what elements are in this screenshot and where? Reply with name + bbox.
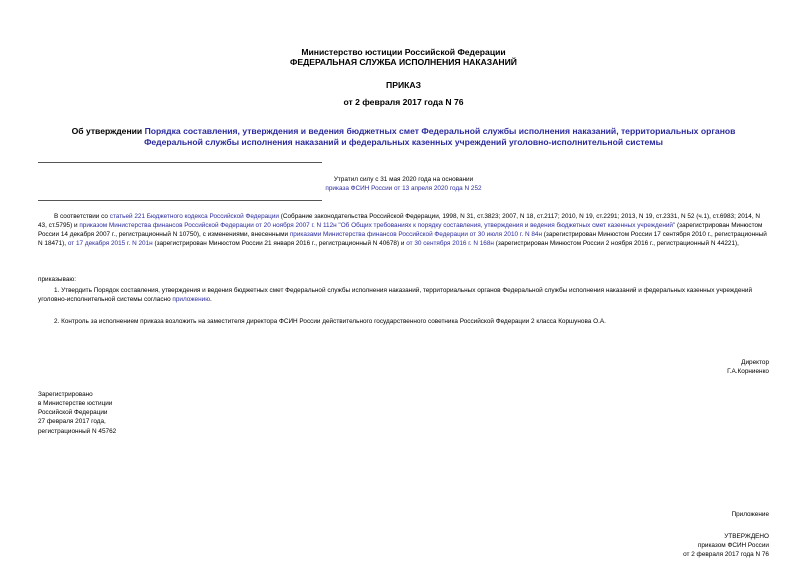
appendix-link[interactable]: приложению: [172, 296, 210, 303]
order-word: приказываю:: [38, 276, 76, 283]
ministry-name: Министерство юстиции Российской Федерации: [301, 47, 506, 57]
preamble-text-4: (зарегистрирован Минюстом России 17 сентября 2010 г., регистрационный N 18471),: [38, 231, 767, 247]
appendix-approved: УТВЕРЖДЕНО: [724, 533, 769, 540]
status-link[interactable]: приказа ФСИН России от 13 апреля 2020 года N 252: [325, 185, 482, 192]
signature-position: Директор: [741, 359, 769, 366]
registration-line-2: в Министерстве юстиции: [38, 400, 113, 407]
budget-code-link[interactable]: статьей 221 Бюджетного кодекса Российской Федерации: [109, 213, 279, 220]
minfin-order-link[interactable]: приказом Министерства финансов Российской Федерации от 20 ноября 2007 г. N 112н "Об Общих требованиях к порядку составления, утверждения и ведения бюджетных смет казенных учреждений": [79, 222, 676, 229]
preamble-paragraph: [38, 212, 769, 248]
separator-top: [38, 162, 322, 163]
title-prefix: Об утверждении: [71, 126, 145, 136]
document-title-line2: [0, 137, 807, 147]
item-2: 2. Контроль за исполнением приказа возложить на заместителя директора ФСИН России действительного государственного советника Российской Федерации 2 класса Коршунова О.А.: [54, 318, 606, 325]
order-168n-link[interactable]: от 30 сентября 2016 г. N 168н: [406, 240, 494, 247]
preamble-text-5: (зарегистрирован Минюстом России 21 января 2016 г., регистрационный N 40678) и: [152, 240, 407, 247]
document-title: [0, 126, 807, 136]
registration-line-5: регистрационный N 45762: [38, 428, 117, 435]
preamble-text-3: (зарегистрирован Минюстом России 14 декабря 2007 г., регистрационный N 10750), с изменениями, внесенными: [38, 222, 763, 238]
title-link-line1[interactable]: Порядка составления, утверждения и ведения бюджетных смет Федеральной службы исполнения наказаний, территориальных органов: [144, 126, 736, 136]
appendix-by: приказом ФСИН России: [697, 542, 769, 549]
preamble-text-2: (Собрание законодательства Российской Федерации, 1998, N 31, ст.3823; 2007, N 18, ст.2117; 2010, N 19, ст.2291; 2013, N 19, ст.2331, N 52 (ч.1), ст.6983; 2014, N 43, ст.5795) и: [38, 213, 761, 229]
service-name: ФЕДЕРАЛЬНАЯ СЛУЖБА ИСПОЛНЕНИЯ НАКАЗАНИЙ: [290, 57, 517, 67]
item-1-text: 1. Утвердить Порядок составления, утверждения и ведения бюджетных смет Федеральной службы исполнения наказаний, территориальных органов Федеральной службы исполнения наказаний и федеральных казенных учреждений уголовно-исполнительной системы согласно: [38, 287, 753, 303]
status-link-line: [0, 184, 807, 193]
appendix-date: от 2 февраля 2017 года N 76: [683, 551, 769, 558]
title-link-line2[interactable]: Федеральной службы исполнения наказаний и федеральных казенных учреждений уголовно-исполнительной системы: [144, 137, 663, 147]
order-201n-link[interactable]: от 17 декабря 2015 г. N 201н: [67, 240, 153, 247]
amendments-link[interactable]: приказами Министерства финансов Российской Федерации от 30 июля 2010 г. N 84н: [289, 231, 542, 238]
separator-bottom: [38, 200, 322, 201]
document-type: ПРИКАЗ: [386, 80, 421, 90]
document-date: от 2 февраля 2017 года N 76: [343, 97, 464, 107]
item-1: [38, 286, 769, 304]
status-line: Утратил силу с 31 мая 2020 года на основании: [333, 176, 474, 183]
appendix-label: Приложение: [731, 511, 769, 518]
registration-line-4: 27 февраля 2017 года,: [38, 418, 106, 425]
registration-line-1: Зарегистрировано: [38, 391, 93, 398]
preamble-text-6: (зарегистрирован Минюстом России 2 ноября 2016 г., регистрационный N 44221),: [493, 240, 739, 247]
item-1-end: .: [210, 296, 212, 303]
registration-line-3: Российской Федерации: [38, 409, 108, 416]
preamble-text-1: В соответствии со: [54, 213, 110, 220]
signature-name: Г.А.Корниенко: [727, 368, 769, 375]
